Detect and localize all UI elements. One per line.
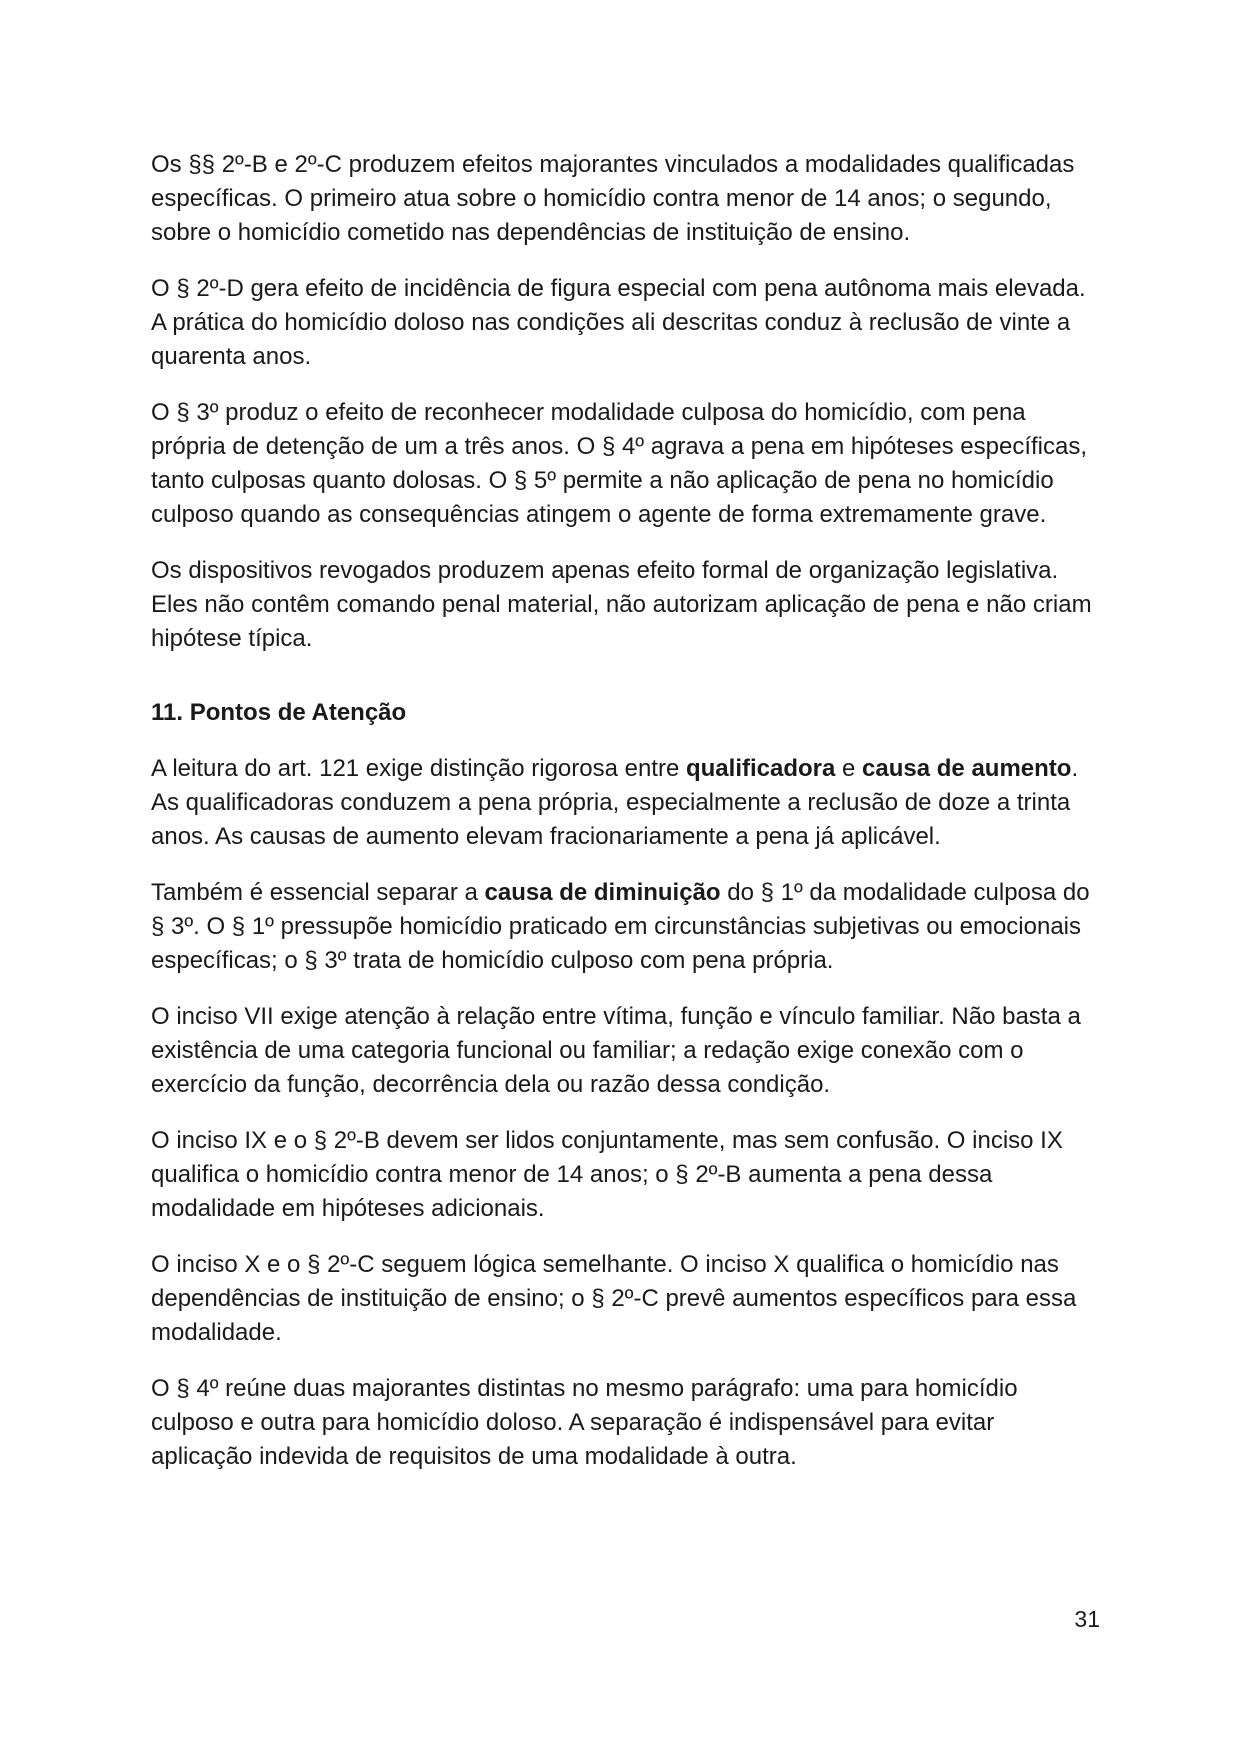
paragraph-figura-especial: O § 2º-D gera efeito de incidência de figura especial com pena autônoma mais elevada. A prática do homicídio doloso nas condições ali descritas conduz à reclusão de vinte a quarenta anos. (151, 275, 1086, 370)
paragraph-dispositivos-revogados: Os dispositivos revogados produzem apenas efeito formal de organização legislativa. Eles não contêm comando penal material, não autorizam aplicação de pena e não criam hipótese típica. (151, 557, 1092, 652)
paragraph-qualificadora-vs-aumento (151, 752, 1101, 854)
bold-term-causa-de-aumento: causa de aumento (862, 755, 1072, 782)
text-span: . As qualificadoras conduzem a pena própria, especialmente a reclusão de doze a trinta anos. As causas de aumento elevam fracionariamente a pena já aplicável. (151, 755, 1079, 850)
paragraph-modalidade-culposa: O § 3º produz o efeito de reconhecer modalidade culposa do homicídio, com pena própria de detenção de um a três anos. O § 4º agrava a pena em hipóteses específicas, tanto culposas quanto dolosas. O § 5º permite a não aplicação de pena no homicídio culposo quando as consequências atingem o agente de forma extremamente grave. (151, 399, 1087, 528)
document-page (151, 148, 1101, 1496)
text-span: A leitura do art. 121 exige distinção rigorosa entre (151, 755, 686, 782)
paragraph-paragrafo-4: O § 4º reúne duas majorantes distintas no mesmo parágrafo: uma para homicídio culposo e outra para homicídio doloso. A separação é indispensável para evitar aplicação indevida de requisitos de uma modalidade à outra. (151, 1375, 1018, 1470)
text-span: Também é essencial separar a (151, 879, 485, 906)
section-heading: 11. Pontos de Atenção (151, 699, 407, 726)
page-number: 31 (1074, 1606, 1100, 1632)
paragraph-inciso-x: O inciso X e o § 2º-C seguem lógica semelhante. O inciso X qualifica o homicídio nas dependências de instituição de ensino; o § 2º-C prevê aumentos específicos para essa modalidade. (151, 1251, 1077, 1346)
paragraph-causa-diminuicao (151, 876, 1101, 978)
paragraph-inciso-ix: O inciso IX e o § 2º-B devem ser lidos conjuntamente, mas sem confusão. O inciso IX qualifica o homicídio contra menor de 14 anos; o § 2º-B aumenta a pena dessa modalidade em hipóteses adicionais. (151, 1127, 1063, 1222)
paragraph-majorantes: Os §§ 2º-B e 2º-C produzem efeitos majorantes vinculados a modalidades qualificadas específicas. O primeiro atua sobre o homicídio contra menor de 14 anos; o segundo, sobre o homicídio cometido nas dependências de instituição de ensino. (151, 151, 1075, 246)
paragraph-inciso-vii: O inciso VII exige atenção à relação entre vítima, função e vínculo familiar. Não basta a existência de uma categoria funcional ou familiar; a redação exige conexão com o exercício da função, decorrência dela ou razão dessa condição. (151, 1003, 1081, 1098)
text-span: e (835, 755, 863, 782)
bold-term-causa-de-diminuicao: causa de diminuição (484, 879, 721, 906)
bold-term-qualificadora: qualificadora (685, 755, 836, 782)
text-span: do § 1º da modalidade culposa do § 3º. O § 1º pressupõe homicídio praticado em circunstâncias subjetivas ou emocionais específicas; o § 3º trata de homicídio culposo com pena própria. (151, 879, 1090, 974)
